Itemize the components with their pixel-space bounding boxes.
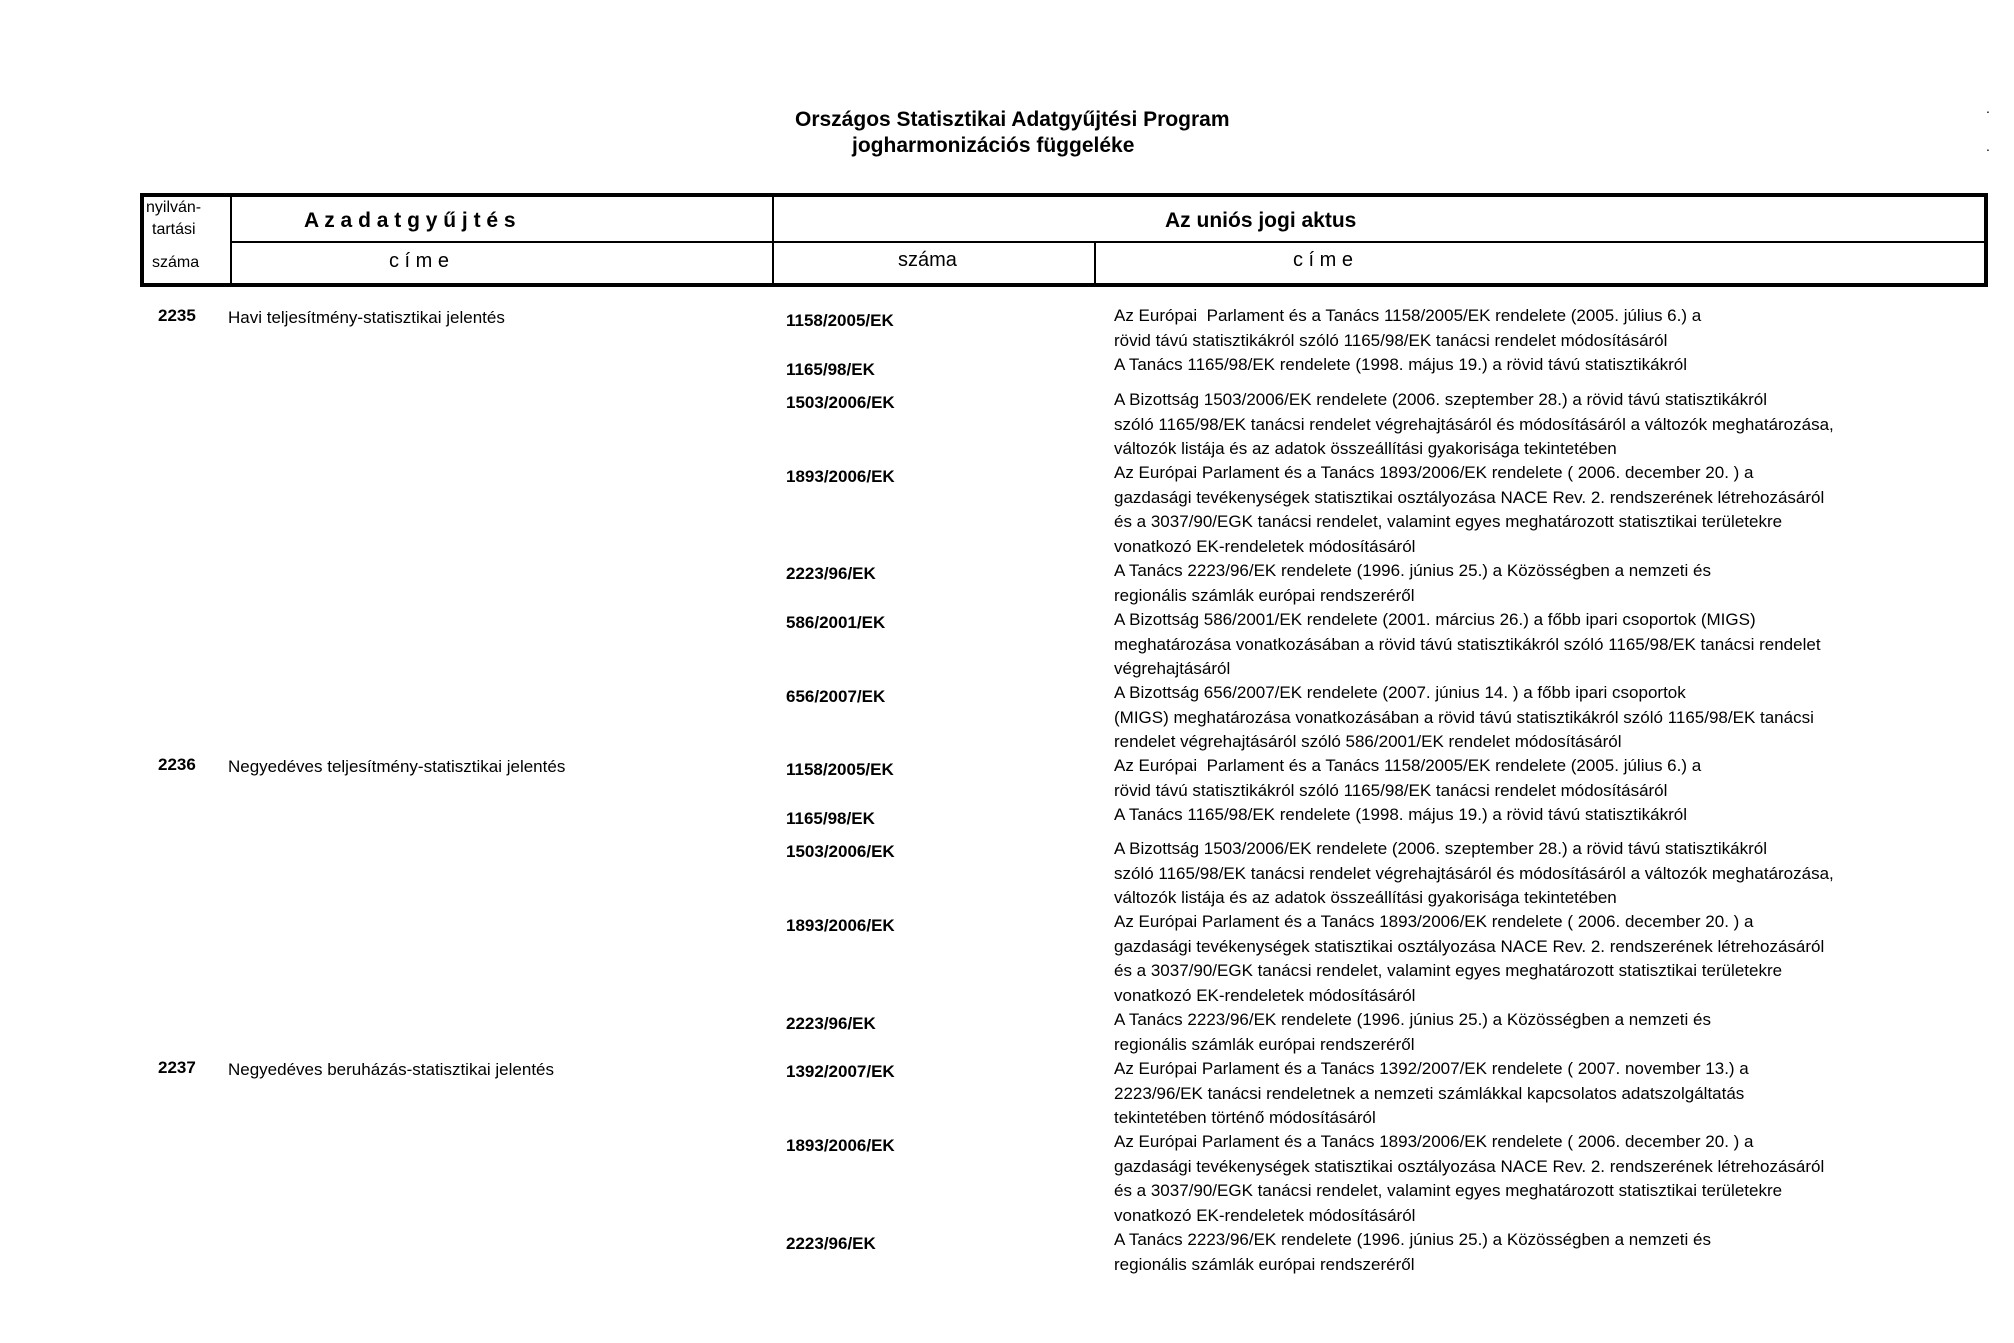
row-title: Negyedéves beruházás-statisztikai jelentés (228, 1060, 555, 1079)
act-number: 656/2007/EK (786, 687, 886, 706)
table-header (140, 193, 1988, 287)
act-title: Az Európai Parlament és a Tanács 1893/2006/EK rendelete ( 2006. december 20. ) a gazdasági tevékenységek statisztikai osztályozása NACE Rev. 2. rendszerének létrehozásáról és a 3037/90/EGK tanácsi rendelet, valamint egyes meghatározott statisztikai területekre vonatkozó EK-rendeletek módosításáról (1114, 1132, 1825, 1225)
act-title: Az Európai Parlament és a Tanács 1158/2005/EK rendelete (2005. július 6.) a rövid távú statisztikákról szóló 1165/98/EK tanácsi rendelet módosításáról (1114, 306, 1702, 350)
header-divider (230, 241, 1984, 243)
act-title: Az Európai Parlament és a Tanács 1158/2005/EK rendelete (2005. július 6.) a rövid távú statisztikákról szóló 1165/98/EK tanácsi rendelet módosításáról (1114, 756, 1702, 800)
header-survey: A z a d a t g y ű j t é s (304, 209, 516, 232)
act-title: A Bizottság 656/2007/EK rendelete (2007. június 14. ) a főbb ipari csoportok (MIGS) meghatározása vonatkozásában a rövid távú statisztikákról szóló 1165/98/EK tanácsi rendelet végrehajtásáról szóló 586/2001/EK rendelet módosításáról (1114, 683, 1814, 751)
act-number: 1893/2006/EK (786, 1136, 895, 1155)
act-number: 1165/98/EK (786, 360, 875, 379)
margin-dot: . (1986, 100, 1990, 116)
row-title: Negyedéves teljesítmény-statisztikai jelentés (228, 757, 566, 776)
header-divider (230, 197, 232, 283)
header-id-line1: nyilván- (146, 199, 202, 216)
act-title: Az Európai Parlament és a Tanács 1893/2006/EK rendelete ( 2006. december 20. ) a gazdasági tevékenységek statisztikai osztályozása NACE Rev. 2. rendszerének létrehozásáról és a 3037/90/EGK tanácsi rendelet, valamint egyes meghatározott statisztikai területekre vonatkozó EK-rendeletek módosításáról (1114, 912, 1825, 1005)
act-title: Az Európai Parlament és a Tanács 1392/2007/EK rendelete ( 2007. november 13.) a 2223/96/EK tanácsi rendeletnek a nemzeti számlákkal kapcsolatos adatszolgáltatás tekintetében történő módosításáról (1114, 1059, 1749, 1127)
act-number: 1503/2006/EK (786, 842, 895, 861)
header-eu-number: száma (898, 249, 957, 271)
act-title: A Bizottság 1503/2006/EK rendelete (2006. szeptember 28.) a rövid távú statisztikákról szóló 1165/98/EK tanácsi rendelet végrehajtásáról és módosításáról a változók meghatározása, változók listája és az adatok összeállítási gyakorisága tekintetében (1114, 839, 1834, 907)
act-number: 1392/2007/EK (786, 1062, 895, 1081)
act-number: 2223/96/EK (786, 1014, 876, 1033)
act-title: A Tanács 1165/98/EK rendelete (1998. május 19.) a rövid távú statisztikákról (1114, 805, 1687, 824)
act-title: A Bizottság 586/2001/EK rendelete (2001. március 26.) a főbb ipari csoportok (MIGS) meghatározása vonatkozásában a rövid távú statisztikákról szóló 1165/98/EK tanácsi rendelet végrehajtásáról (1114, 610, 1821, 678)
header-eu-title: c í m e (1293, 249, 1354, 271)
header-eu-act: Az uniós jogi aktus (1165, 209, 1357, 232)
act-number: 1503/2006/EK (786, 393, 895, 412)
act-title: A Tanács 2223/96/EK rendelete (1996. június 25.) a Közösségben a nemzeti és regionális számlák európai rendszeréről (1114, 561, 1711, 605)
act-number: 1158/2005/EK (786, 760, 894, 779)
page-title: Országos Statisztikai Adatgyűjtési Program (795, 108, 1230, 131)
header-id-line3: száma (152, 254, 200, 271)
act-title: A Tanács 2223/96/EK rendelete (1996. június 25.) a Közösségben a nemzeti és regionális számlák európai rendszeréről (1114, 1230, 1711, 1274)
act-title: Az Európai Parlament és a Tanács 1893/2006/EK rendelete ( 2006. december 20. ) a gazdasági tevékenységek statisztikai osztályozása NACE Rev. 2. rendszerének létrehozásáról és a 3037/90/EGK tanácsi rendelet, valamint egyes meghatározott statisztikai területekre vonatkozó EK-rendeletek módosításáról (1114, 463, 1825, 556)
row-id: 2237 (158, 1058, 196, 1077)
header-divider (1094, 241, 1096, 283)
header-divider (772, 197, 774, 283)
act-title: A Tanács 1165/98/EK rendelete (1998. május 19.) a rövid távú statisztikákról (1114, 355, 1687, 374)
act-title: A Bizottság 1503/2006/EK rendelete (2006. szeptember 28.) a rövid távú statisztikákról szóló 1165/98/EK tanácsi rendelet végrehajtásáról és módosításáról a változók meghatározása, változók listája és az adatok összeállítási gyakorisága tekintetében (1114, 390, 1834, 458)
margin-dot: . (1986, 138, 1990, 154)
header-survey-title: c í m e (389, 250, 450, 272)
act-number: 1893/2006/EK (786, 467, 895, 486)
page-subtitle: jogharmonizációs függeléke (852, 134, 1135, 157)
act-title: A Tanács 2223/96/EK rendelete (1996. június 25.) a Közösségben a nemzeti és regionális számlák európai rendszeréről (1114, 1010, 1711, 1054)
act-number: 1893/2006/EK (786, 916, 895, 935)
act-number: 1165/98/EK (786, 809, 875, 828)
row-id: 2235 (158, 306, 196, 325)
act-number: 586/2001/EK (786, 613, 886, 632)
act-number: 2223/96/EK (786, 1234, 876, 1253)
act-number: 2223/96/EK (786, 564, 876, 583)
row-id: 2236 (158, 755, 196, 774)
header-id-line2: tartási (152, 221, 196, 238)
act-number: 1158/2005/EK (786, 311, 894, 330)
row-title: Havi teljesítmény-statisztikai jelentés (228, 308, 505, 327)
